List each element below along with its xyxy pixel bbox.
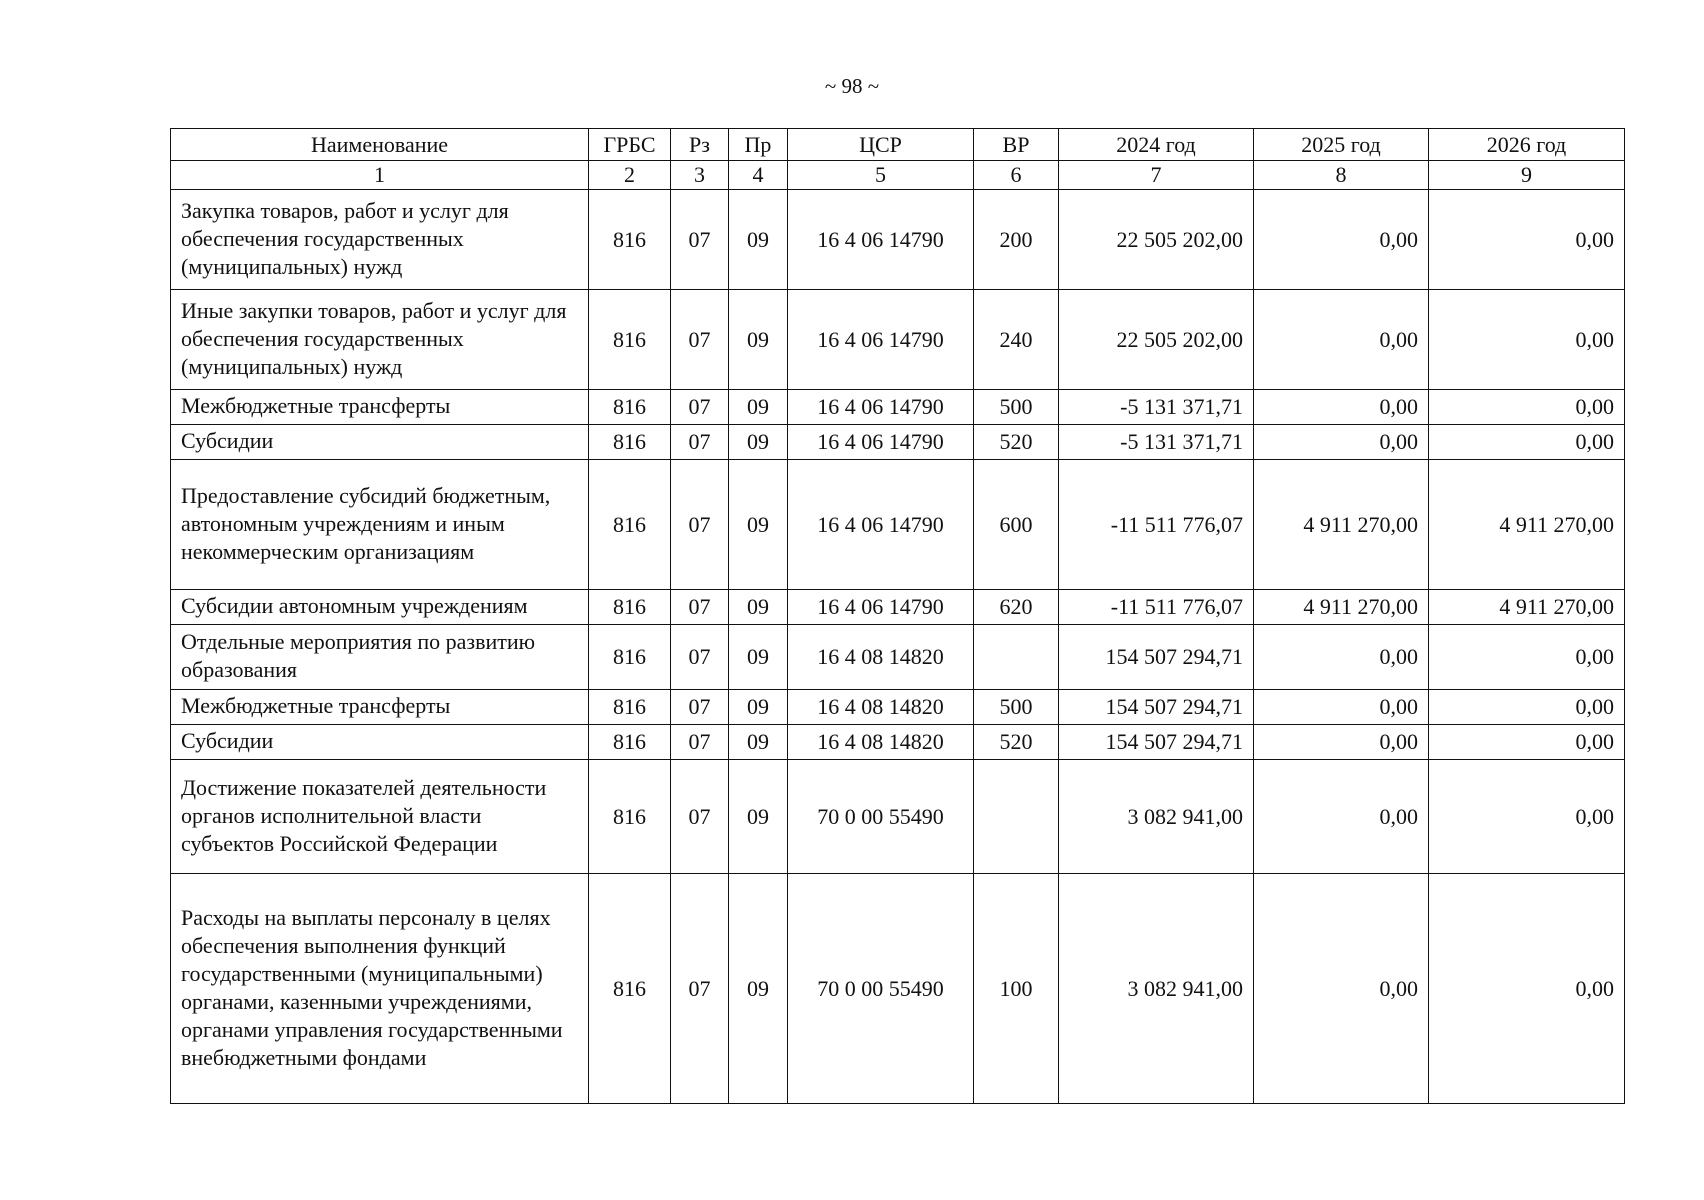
cell-grbs: 816 [589, 874, 671, 1104]
cell-pr: 09 [729, 625, 788, 690]
cell-vr: 520 [974, 425, 1059, 460]
column-number: 8 [1254, 161, 1429, 190]
cell-vr: 520 [974, 725, 1059, 760]
cell-pr: 09 [729, 460, 788, 590]
cell-vr: 500 [974, 690, 1059, 725]
cell-name: Предоставление субсидий бюджетным, автономным учреждениям и иным некоммерческим организациям [171, 460, 589, 590]
cell-rz: 07 [671, 190, 729, 290]
cell-2024: 3 082 941,00 [1059, 874, 1254, 1104]
cell-2025: 0,00 [1254, 760, 1429, 874]
cell-2025: 4 911 270,00 [1254, 590, 1429, 625]
cell-2024: -5 131 371,71 [1059, 425, 1254, 460]
cell-rz: 07 [671, 290, 729, 390]
cell-name: Закупка товаров, работ и услуг для обеспечения государственных (муниципальных) нужд [171, 190, 589, 290]
table-row [171, 290, 1625, 390]
column-number: 5 [788, 161, 974, 190]
column-number-row [171, 161, 1625, 190]
cell-2026: 0,00 [1429, 190, 1625, 290]
cell-2024: 3 082 941,00 [1059, 760, 1254, 874]
cell-pr: 09 [729, 290, 788, 390]
cell-csr: 16 4 06 14790 [788, 425, 974, 460]
cell-name: Отдельные мероприятия по развитию образования [171, 625, 589, 690]
table-row [171, 625, 1625, 690]
cell-rz: 07 [671, 460, 729, 590]
cell-2025: 0,00 [1254, 390, 1429, 425]
column-number: 1 [171, 161, 589, 190]
table-row [171, 390, 1625, 425]
cell-vr: 100 [974, 874, 1059, 1104]
cell-2025: 4 911 270,00 [1254, 460, 1429, 590]
header-cell-grbs: ГРБС [589, 129, 671, 161]
header-cell-2025: 2025 год [1254, 129, 1429, 161]
cell-name: Субсидии [171, 425, 589, 460]
page-number: ~ 98 ~ [824, 74, 880, 98]
cell-rz: 07 [671, 590, 729, 625]
cell-rz: 07 [671, 390, 729, 425]
cell-2026: 4 911 270,00 [1429, 590, 1625, 625]
cell-2024: 154 507 294,71 [1059, 625, 1254, 690]
header-cell-2024: 2024 год [1059, 129, 1254, 161]
cell-vr: 620 [974, 590, 1059, 625]
cell-vr: 200 [974, 190, 1059, 290]
table-row [171, 760, 1625, 874]
header-cell-vr: ВР [974, 129, 1059, 161]
cell-2024: 154 507 294,71 [1059, 725, 1254, 760]
cell-2025: 0,00 [1254, 874, 1429, 1104]
cell-2026: 0,00 [1429, 290, 1625, 390]
cell-2026: 0,00 [1429, 390, 1625, 425]
cell-pr: 09 [729, 590, 788, 625]
cell-2025: 0,00 [1254, 190, 1429, 290]
cell-grbs: 816 [589, 760, 671, 874]
table-row [171, 425, 1625, 460]
table-row [171, 460, 1625, 590]
cell-csr: 16 4 06 14790 [788, 390, 974, 425]
cell-csr: 16 4 06 14790 [788, 190, 974, 290]
cell-csr: 16 4 06 14790 [788, 590, 974, 625]
cell-csr: 16 4 08 14820 [788, 725, 974, 760]
cell-grbs: 816 [589, 590, 671, 625]
cell-grbs: 816 [589, 190, 671, 290]
cell-2024: 22 505 202,00 [1059, 290, 1254, 390]
cell-grbs: 816 [589, 390, 671, 425]
cell-2025: 0,00 [1254, 425, 1429, 460]
budget-table [170, 128, 1625, 1104]
cell-grbs: 816 [589, 725, 671, 760]
table-row [171, 725, 1625, 760]
cell-vr [974, 625, 1059, 690]
cell-csr: 16 4 08 14820 [788, 625, 974, 690]
column-number: 6 [974, 161, 1059, 190]
cell-2025: 0,00 [1254, 725, 1429, 760]
cell-2026: 0,00 [1429, 625, 1625, 690]
cell-name: Расходы на выплаты персоналу в целях обеспечения выполнения функций государственными (муниципальными) органами, казенными учреждениями, органами управления государственными внебюджетными фондами [171, 874, 589, 1104]
table-row [171, 874, 1625, 1104]
cell-rz: 07 [671, 874, 729, 1104]
cell-2024: 22 505 202,00 [1059, 190, 1254, 290]
table-row [171, 190, 1625, 290]
header-cell-2026: 2026 год [1429, 129, 1625, 161]
cell-pr: 09 [729, 760, 788, 874]
header-cell-name: Наименование [171, 129, 589, 161]
column-number: 4 [729, 161, 788, 190]
cell-csr: 70 0 00 55490 [788, 760, 974, 874]
cell-vr: 240 [974, 290, 1059, 390]
cell-pr: 09 [729, 190, 788, 290]
cell-pr: 09 [729, 390, 788, 425]
column-number: 2 [589, 161, 671, 190]
cell-csr: 70 0 00 55490 [788, 874, 974, 1104]
cell-vr [974, 760, 1059, 874]
cell-grbs: 816 [589, 625, 671, 690]
header-cell-pr: Пр [729, 129, 788, 161]
cell-2026: 0,00 [1429, 874, 1625, 1104]
cell-2026: 0,00 [1429, 725, 1625, 760]
cell-rz: 07 [671, 760, 729, 874]
cell-grbs: 816 [589, 460, 671, 590]
header-cell-csr: ЦСР [788, 129, 974, 161]
cell-2025: 0,00 [1254, 290, 1429, 390]
header-cell-rz: Рз [671, 129, 729, 161]
table-row [171, 690, 1625, 725]
table-row [171, 590, 1625, 625]
cell-2026: 0,00 [1429, 760, 1625, 874]
cell-2024: -11 511 776,07 [1059, 460, 1254, 590]
cell-pr: 09 [729, 874, 788, 1104]
cell-csr: 16 4 08 14820 [788, 690, 974, 725]
cell-name: Субсидии автономным учреждениям [171, 590, 589, 625]
cell-rz: 07 [671, 725, 729, 760]
cell-csr: 16 4 06 14790 [788, 290, 974, 390]
cell-pr: 09 [729, 725, 788, 760]
cell-2024: 154 507 294,71 [1059, 690, 1254, 725]
cell-2024: -5 131 371,71 [1059, 390, 1254, 425]
cell-grbs: 816 [589, 690, 671, 725]
cell-vr: 500 [974, 390, 1059, 425]
cell-2025: 0,00 [1254, 625, 1429, 690]
cell-grbs: 816 [589, 425, 671, 460]
cell-grbs: 816 [589, 290, 671, 390]
cell-vr: 600 [974, 460, 1059, 590]
cell-2026: 0,00 [1429, 690, 1625, 725]
cell-rz: 07 [671, 625, 729, 690]
cell-pr: 09 [729, 425, 788, 460]
column-number: 9 [1429, 161, 1625, 190]
cell-2024: -11 511 776,07 [1059, 590, 1254, 625]
cell-name: Достижение показателей деятельности органов исполнительной власти субъектов Российской Федерации [171, 760, 589, 874]
column-number: 3 [671, 161, 729, 190]
cell-2026: 0,00 [1429, 425, 1625, 460]
cell-name: Иные закупки товаров, работ и услуг для обеспечения государственных (муниципальных) нужд [171, 290, 589, 390]
cell-name: Межбюджетные трансферты [171, 390, 589, 425]
cell-2026: 4 911 270,00 [1429, 460, 1625, 590]
cell-2025: 0,00 [1254, 690, 1429, 725]
header-row [171, 129, 1625, 161]
cell-rz: 07 [671, 690, 729, 725]
cell-rz: 07 [671, 425, 729, 460]
column-number: 7 [1059, 161, 1254, 190]
cell-name: Межбюджетные трансферты [171, 690, 589, 725]
cell-csr: 16 4 06 14790 [788, 460, 974, 590]
cell-pr: 09 [729, 690, 788, 725]
cell-name: Субсидии [171, 725, 589, 760]
